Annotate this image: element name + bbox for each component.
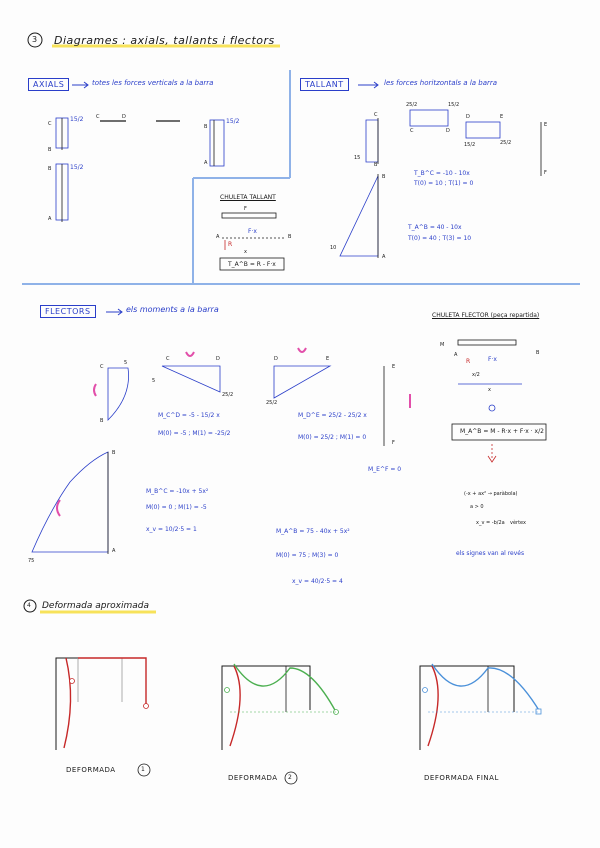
section-4-number: 4 [27,602,31,609]
deformada-final-frame [420,664,541,750]
notes-page: 3 Diagrames : axials, tallants i flectors AXIALS totes les forces verticals a la barra C B B A C D B A 15/2 15/2 15/2 CHULETA TALLANT F R F·x x A B T_A^B = R - F·x TALLANT les forces horitzontals a la barra 25/2 15/2 15/2 25/2 15 10 T_B^C = -10 - 10x T(0) = 10 ; T(1) = 0 T_A^B = 40 - 10x T(0) = 40 ; T(3) = 10 C B B A C D D E E F FLECTORS els moments a la barra 5 5 25/2 25/2 75 C B C D D E E F B A M_C^D = -5 - 15/2 x M(0) = -5 ; M(1) = -25/2 M_D^E = 25/2 - 25/2 x M(0) = 25/2 ; M(1) = 0 M_E^F = 0 M_B^C = -10x + 5x² M(0) = 0 ; M(1) = -5 x_v = 10/2·5 = 1 M_A^B = 75 - 40x + 5x² M(0) = 75 ; M(3) = 0 x_v = 40/2·5 = 4 CHULETA FLECTOR (peça repartida) M R F·x x/2 x A B M_A^B = M - R·x + F·x · x/2 (-x + ax² → paràbola) a > 0 x_v = -b/2a vèrtex els signes van al revés 4 Deformada aproximada DEFORMADA 1 DEFORMADA 2 DEFORMADA FINAL [0,0,600,848]
deformada-1-number: 1 [141,766,145,773]
flectors-desc: els moments a la barra [126,305,219,314]
xulleta-flector-formula: M_A^B = M - R·x + F·x · x/2 [460,428,544,435]
axials-desc: totes les forces verticals a la barra [92,79,214,87]
xulleta-tallant-formula: T_A^B = R - F·x [228,261,276,268]
deformada-2-label: DEFORMADA [228,774,278,782]
deformada-1-label: DEFORMADA [66,766,116,774]
deformada-2-number: 2 [288,774,292,781]
section-4-title: Deformada aproximada [42,601,149,611]
deformada-final-label: DEFORMADA FINAL [424,774,499,782]
xulleta-flector-title: CHULETA FLECTOR (peça repartida) [432,312,540,319]
tallant-label: TALLANT [300,78,349,91]
xulleta-tallant-title: CHULETA TALLANT [220,194,276,201]
axials-label: AXIALS [28,78,69,91]
section-3-title: Diagrames : axials, tallants i flectors [54,34,275,47]
xulleta-flector-footnote: els signes van al revés [456,550,525,557]
deformada-1-frame [56,658,149,750]
deformada-2-frame [222,664,339,750]
flectors-label: FLECTORS [40,305,96,318]
section-3-number: 3 [32,35,38,44]
tallant-desc: les forces horitzontals a la barra [384,79,498,87]
